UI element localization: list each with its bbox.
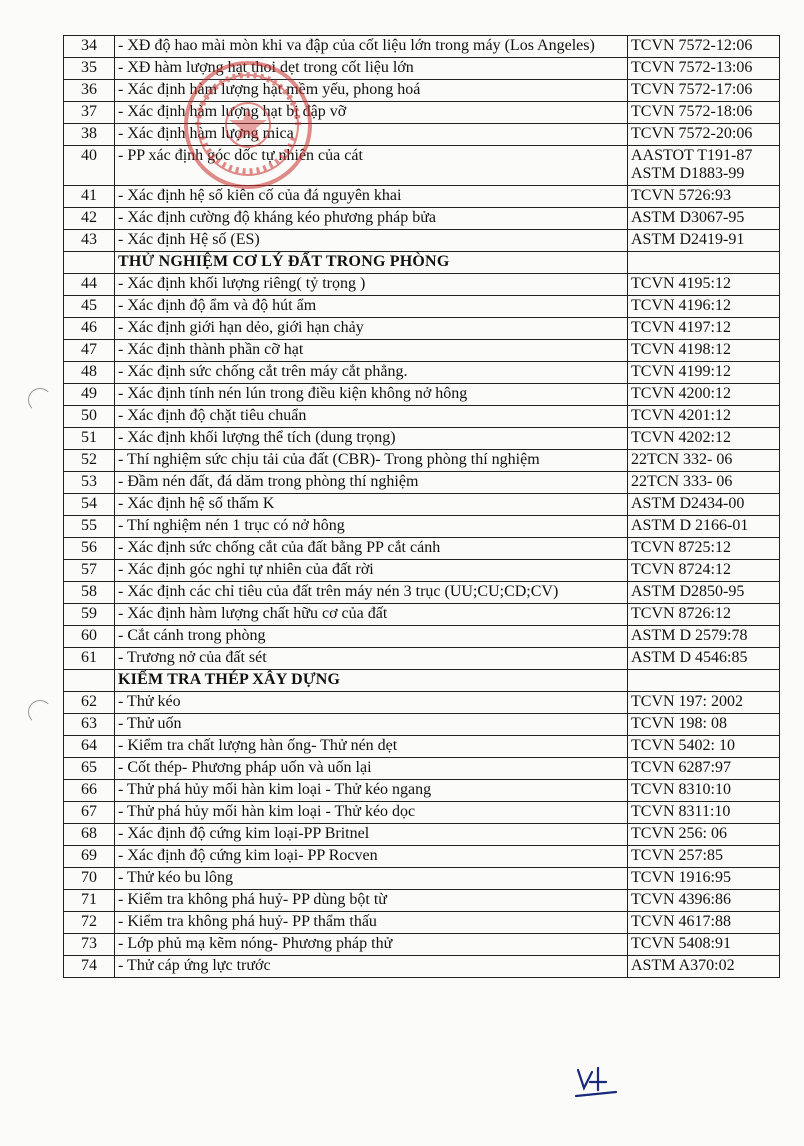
table-row <box>64 208 780 230</box>
table-row <box>64 956 780 978</box>
test-description: - Thử uốn <box>115 714 628 736</box>
standard-code: TCVN 4617:88 <box>631 913 731 930</box>
row-number: 48 <box>64 362 115 384</box>
standard-code-cell <box>628 692 780 714</box>
row-number: 60 <box>64 626 115 648</box>
section-steel <box>64 670 780 692</box>
table-row <box>64 274 780 296</box>
row-number: 38 <box>64 124 115 146</box>
row-number: 59 <box>64 604 115 626</box>
table-row <box>64 102 780 124</box>
standard-code-cell <box>628 780 780 802</box>
standard-code: TCVN 5408:91 <box>631 935 731 952</box>
standard-code-cell <box>628 208 780 230</box>
row-number: 36 <box>64 80 115 102</box>
table-row <box>64 36 780 58</box>
section-standard-cell <box>628 670 780 692</box>
standard-code-cell <box>628 36 780 58</box>
row-number: 67 <box>64 802 115 824</box>
standard-code-cell <box>628 890 780 912</box>
test-description: - Xác định Hệ số (ES) <box>115 230 628 252</box>
row-number: 37 <box>64 102 115 124</box>
test-description: - Xác định các chỉ tiêu của đất trên máy nén 3 trục (UU;CU;CD;CV) <box>115 582 628 604</box>
table-row <box>64 80 780 102</box>
test-description: - XĐ độ hao mài mòn khi va đập của cốt liệu lớn trong máy (Los Angeles) <box>115 36 628 58</box>
test-description: - Xác định hàm lượng mica <box>115 124 628 146</box>
test-description: - Xác định sức chống cắt trên máy cắt phẳng. <box>115 362 628 384</box>
standard-code: ASTM D 2166-01 <box>631 517 749 534</box>
standard-code: TCVN 4200:12 <box>631 385 731 402</box>
row-number: 46 <box>64 318 115 340</box>
standard-code: TCVN 5726:93 <box>631 187 731 204</box>
standard-code: TCVN 198: 08 <box>631 715 727 732</box>
table-row <box>64 428 780 450</box>
test-description: - Thí nghiệm sức chịu tải của đất (CBR)- Trong phòng thí nghiệm <box>115 450 628 472</box>
standard-code-cell <box>628 516 780 538</box>
table-row <box>64 648 780 670</box>
standard-code: ASTM D2419-91 <box>631 231 745 248</box>
row-number: 41 <box>64 186 115 208</box>
row-number: 64 <box>64 736 115 758</box>
section-soil <box>64 252 780 274</box>
table-row <box>64 846 780 868</box>
standard-code: ASTM D2434-00 <box>631 495 745 512</box>
table-row <box>64 604 780 626</box>
test-description: - Xác định hàm lượng hạt mềm yếu, phong hoá <box>115 80 628 102</box>
standard-code: 22TCN 332- 06 <box>631 451 733 468</box>
row-number: 49 <box>64 384 115 406</box>
test-description: - Xác định hàm lượng hạt bị đập vỡ <box>115 102 628 124</box>
table-row <box>64 318 780 340</box>
standard-code: TCVN 1916:95 <box>631 869 731 886</box>
test-description: - Xác định hệ số kiên cố của đá nguyên khai <box>115 186 628 208</box>
group-steel-tests <box>64 692 780 978</box>
standard-code: TCVN 6287:97 <box>631 759 731 776</box>
table-row <box>64 626 780 648</box>
test-description: - Thí nghiệm nén 1 trục có nở hông <box>115 516 628 538</box>
standard-code: AASTOT T191-87 <box>631 147 753 164</box>
standard-code-cell <box>628 102 780 124</box>
standard-code: TCVN 7572-13:06 <box>631 59 753 76</box>
section-title-soil: THỬ NGHIỆM CƠ LÝ ĐẤT TRONG PHÒNG <box>115 252 628 274</box>
test-description: - Cắt cánh trong phòng <box>115 626 628 648</box>
standard-code: TCVN 7572-20:06 <box>631 125 753 142</box>
row-number: 50 <box>64 406 115 428</box>
table-row <box>64 230 780 252</box>
row-number: 66 <box>64 780 115 802</box>
table-row <box>64 340 780 362</box>
row-number: 65 <box>64 758 115 780</box>
standard-code-cell <box>628 538 780 560</box>
standard-code-cell <box>628 604 780 626</box>
section-number-cell <box>64 252 115 274</box>
standard-code-cell <box>628 494 780 516</box>
standard-code-cell <box>628 824 780 846</box>
row-number: 71 <box>64 890 115 912</box>
row-number: 58 <box>64 582 115 604</box>
table-row <box>64 890 780 912</box>
test-description: - Trương nở của đất sét <box>115 648 628 670</box>
row-number: 42 <box>64 208 115 230</box>
row-number: 44 <box>64 274 115 296</box>
standard-code: ASTM D 2579:78 <box>631 627 748 644</box>
table-row <box>64 824 780 846</box>
table-row <box>64 384 780 406</box>
standard-code-cell <box>628 428 780 450</box>
group-aggregate-tests <box>64 36 780 252</box>
standard-code: TCVN 4199:12 <box>631 363 731 380</box>
section-title-steel: KIỂM TRA THÉP XÂY DỰNG <box>115 670 628 692</box>
standard-code: TCVN 4396:86 <box>631 891 731 908</box>
test-description: - Xác định khối lượng thể tích (dung trọng) <box>115 428 628 450</box>
table-row <box>64 802 780 824</box>
standard-code: TCVN 4202:12 <box>631 429 731 446</box>
standard-code-cell <box>628 296 780 318</box>
test-description: - Xác định khối lượng riêng( tỷ trọng ) <box>115 274 628 296</box>
standard-code-cell <box>628 912 780 934</box>
test-description: - Xác định độ ẩm và độ hút ẩm <box>115 296 628 318</box>
punch-hole-mark <box>28 388 52 412</box>
test-description: - Xác định giới hạn dẻo, giới hạn chảy <box>115 318 628 340</box>
standard-code: TCVN 4198:12 <box>631 341 731 358</box>
table-row <box>64 516 780 538</box>
test-description: - Xác định độ cứng kim loại- PP Rocven <box>115 846 628 868</box>
row-number: 54 <box>64 494 115 516</box>
test-description: - Thử phá hủy mối hàn kim loại - Thử kéo dọc <box>115 802 628 824</box>
section-row <box>64 252 780 274</box>
standard-code-cell <box>628 450 780 472</box>
row-number: 68 <box>64 824 115 846</box>
standard-code-cell <box>628 582 780 604</box>
row-number: 40 <box>64 146 115 186</box>
table-row <box>64 780 780 802</box>
test-description: - Xác định hàm lượng chất hữu cơ của đất <box>115 604 628 626</box>
signature-mark <box>572 1062 622 1102</box>
test-description: - Thử cáp ứng lực trước <box>115 956 628 978</box>
table-row <box>64 406 780 428</box>
standard-code: TCVN 4197:12 <box>631 319 731 336</box>
standard-code-cell <box>628 146 780 186</box>
table-row <box>64 692 780 714</box>
row-number: 45 <box>64 296 115 318</box>
table-row <box>64 868 780 890</box>
table-row <box>64 146 780 186</box>
row-number: 62 <box>64 692 115 714</box>
standard-code-cell <box>628 318 780 340</box>
table-row <box>64 450 780 472</box>
table-row <box>64 560 780 582</box>
test-description: - Xác định độ cứng kim loại-PP Britnel <box>115 824 628 846</box>
row-number: 70 <box>64 868 115 890</box>
test-description: - XĐ hàm lượng hạt thoi dẹt trong cốt liệu lớn <box>115 58 628 80</box>
test-description: - Lớp phủ mạ kẽm nóng- Phương pháp thử <box>115 934 628 956</box>
section-number-cell <box>64 670 115 692</box>
test-description: - Xác định độ chặt tiêu chuẩn <box>115 406 628 428</box>
test-description: - Cốt thép- Phương pháp uốn và uốn lại <box>115 758 628 780</box>
test-description: - Xác định sức chống cắt của đất bằng PP cắt cánh <box>115 538 628 560</box>
standard-code-cell <box>628 956 780 978</box>
section-row <box>64 670 780 692</box>
standard-code: TCVN 7572-18:06 <box>631 103 753 120</box>
standard-code-cell <box>628 186 780 208</box>
table-row <box>64 538 780 560</box>
punch-hole-mark <box>28 700 52 724</box>
standard-code-cell <box>628 560 780 582</box>
table-row <box>64 758 780 780</box>
standard-code: TCVN 7572-12:06 <box>631 37 753 54</box>
table-row <box>64 472 780 494</box>
table-row <box>64 714 780 736</box>
row-number: 61 <box>64 648 115 670</box>
standards-table <box>63 35 780 978</box>
standard-code-cell <box>628 472 780 494</box>
standard-code: ASTM D3067-95 <box>631 209 745 226</box>
row-number: 35 <box>64 58 115 80</box>
standard-code: TCVN 4201:12 <box>631 407 731 424</box>
standard-code-cell <box>628 846 780 868</box>
standard-code-cell <box>628 384 780 406</box>
table-row <box>64 912 780 934</box>
test-description: - Xác định tính nén lún trong điều kiện không nở hông <box>115 384 628 406</box>
row-number: 72 <box>64 912 115 934</box>
table-row <box>64 736 780 758</box>
standard-code: TCVN 8726:12 <box>631 605 731 622</box>
test-description: - Kiểm tra không phá huỷ- PP dùng bột từ <box>115 890 628 912</box>
row-number: 55 <box>64 516 115 538</box>
row-number: 52 <box>64 450 115 472</box>
standard-code: TCVN 8724:12 <box>631 561 731 578</box>
standard-code-cell <box>628 714 780 736</box>
standard-code-cell <box>628 868 780 890</box>
test-description: - Xác định thành phần cỡ hạt <box>115 340 628 362</box>
row-number: 53 <box>64 472 115 494</box>
test-description: - Đầm nén đất, đá dăm trong phòng thí nghiệm <box>115 472 628 494</box>
standard-code-cell <box>628 58 780 80</box>
standard-code-cell <box>628 736 780 758</box>
row-number: 74 <box>64 956 115 978</box>
row-number: 73 <box>64 934 115 956</box>
standard-code: TCVN 8310:10 <box>631 781 731 798</box>
table-row <box>64 582 780 604</box>
test-description: - Kiểm tra chất lượng hàn ống- Thử nén dẹt <box>115 736 628 758</box>
test-description: - PP xác định góc dốc tự nhiên của cát <box>115 146 628 186</box>
table-row <box>64 362 780 384</box>
standard-code-cell <box>628 274 780 296</box>
table-row <box>64 186 780 208</box>
standard-code: ASTM D 4546:85 <box>631 649 748 666</box>
standard-code: TCVN 8725:12 <box>631 539 731 556</box>
standard-code: TCVN 197: 2002 <box>631 693 743 710</box>
table-row <box>64 494 780 516</box>
standard-code-cell <box>628 626 780 648</box>
standard-code: TCVN 4195:12 <box>631 275 731 292</box>
standard-code: TCVN 256: 06 <box>631 825 727 842</box>
table-row <box>64 296 780 318</box>
group-soil-tests <box>64 274 780 670</box>
row-number: 43 <box>64 230 115 252</box>
test-description: - Xác định cường độ kháng kéo phương pháp bửa <box>115 208 628 230</box>
standard-code: TCVN 8311:10 <box>631 803 731 820</box>
test-description: - Thử kéo bu lông <box>115 868 628 890</box>
standard-code: TCVN 257:85 <box>631 847 723 864</box>
standard-code-cell <box>628 934 780 956</box>
standard-code: TCVN 7572-17:06 <box>631 81 753 98</box>
test-description: - Thử kéo <box>115 692 628 714</box>
standard-code: ASTM A370:02 <box>631 957 735 974</box>
row-number: 47 <box>64 340 115 362</box>
row-number: 69 <box>64 846 115 868</box>
table-row <box>64 58 780 80</box>
standard-code-cell <box>628 80 780 102</box>
row-number: 63 <box>64 714 115 736</box>
standard-code-cell <box>628 758 780 780</box>
standard-code: ASTM D1883-99 <box>631 165 745 182</box>
test-description: - Thử phá hủy mối hàn kim loại - Thử kéo ngang <box>115 780 628 802</box>
row-number: 57 <box>64 560 115 582</box>
standard-code: TCVN 5402: 10 <box>631 737 735 754</box>
standard-code: ASTM D2850-95 <box>631 583 745 600</box>
table-row <box>64 934 780 956</box>
section-standard-cell <box>628 252 780 274</box>
test-description: - Xác định hệ số thấm K <box>115 494 628 516</box>
row-number: 34 <box>64 36 115 58</box>
standard-code-cell <box>628 124 780 146</box>
standard-code: TCVN 4196:12 <box>631 297 731 314</box>
test-description: - Kiểm tra không phá huỷ- PP thẩm thấu <box>115 912 628 934</box>
standard-code-cell <box>628 230 780 252</box>
row-number: 51 <box>64 428 115 450</box>
standard-code-cell <box>628 340 780 362</box>
row-number: 56 <box>64 538 115 560</box>
test-description: - Xác định góc nghỉ tự nhiên của đất rời <box>115 560 628 582</box>
standard-code-cell <box>628 802 780 824</box>
standard-code-cell <box>628 648 780 670</box>
table-row <box>64 124 780 146</box>
standard-code-cell <box>628 362 780 384</box>
standard-code-cell <box>628 406 780 428</box>
standard-code: 22TCN 333- 06 <box>631 473 733 490</box>
